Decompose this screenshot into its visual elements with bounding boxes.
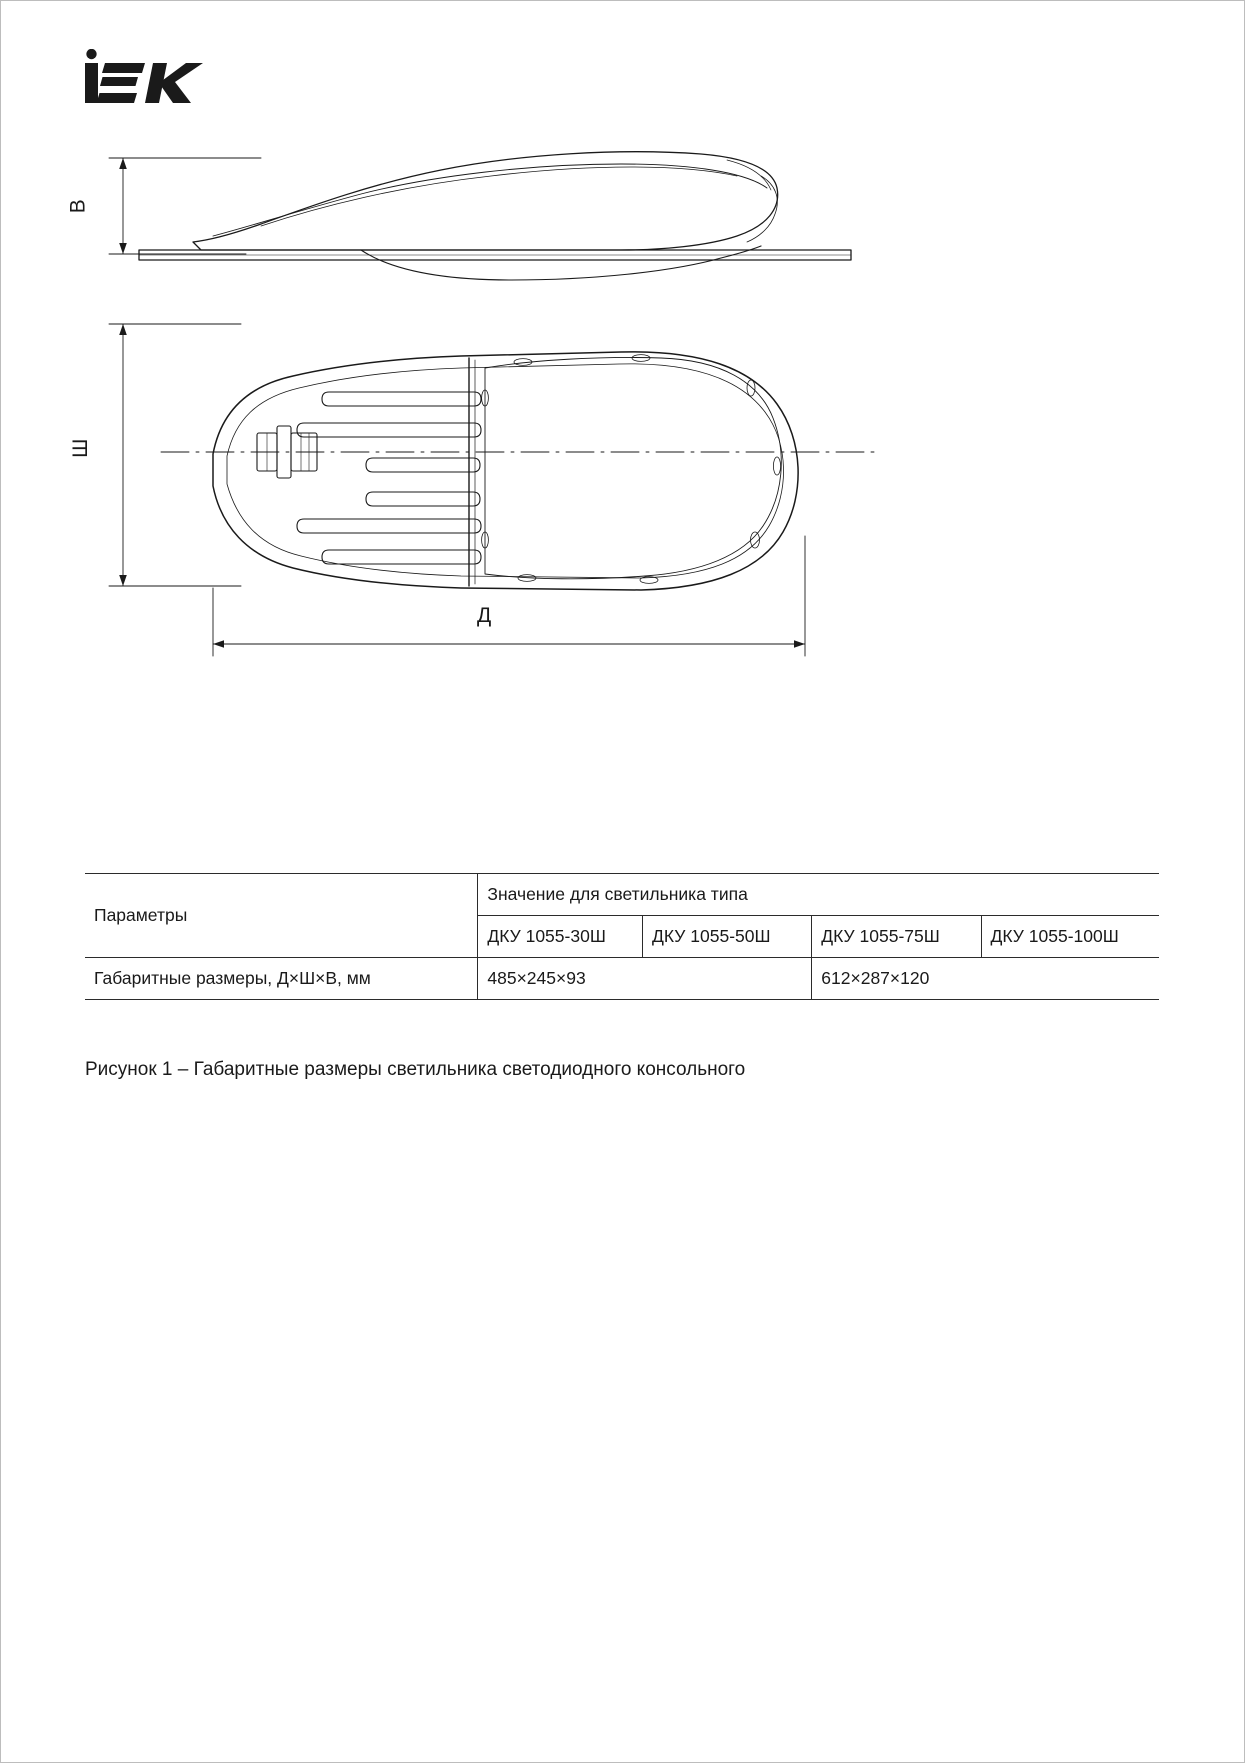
cell-type-1: ДКУ 1055-30Ш [478, 916, 643, 958]
dimension-drawing [61, 136, 941, 696]
iek-logo [85, 49, 205, 107]
cell-value-right: 612×287×120 [812, 958, 1159, 1000]
figure-caption: Рисунок 1 – Габаритные размеры светильника светодиодного консольного [85, 1059, 746, 1080]
cell-value-header: Значение для светильника типа [478, 874, 1159, 916]
cell-value-left: 485×245×93 [478, 958, 812, 1000]
cell-param-header: Параметры [85, 874, 478, 958]
cell-type-3: ДКУ 1055-75Ш [812, 916, 981, 958]
dimension-label-height: В [66, 198, 90, 214]
dimension-label-width: Ш [68, 438, 92, 458]
specification-table [85, 873, 1159, 1000]
cell-type-4: ДКУ 1055-100Ш [981, 916, 1159, 958]
cell-row-label: Габаритные размеры, Д×Ш×В, мм [85, 958, 478, 1000]
table-row [85, 958, 1159, 1000]
dimension-label-length: Д [477, 604, 492, 627]
table-row-value-header [85, 874, 1159, 916]
cell-type-2: ДКУ 1055-50Ш [643, 916, 812, 958]
